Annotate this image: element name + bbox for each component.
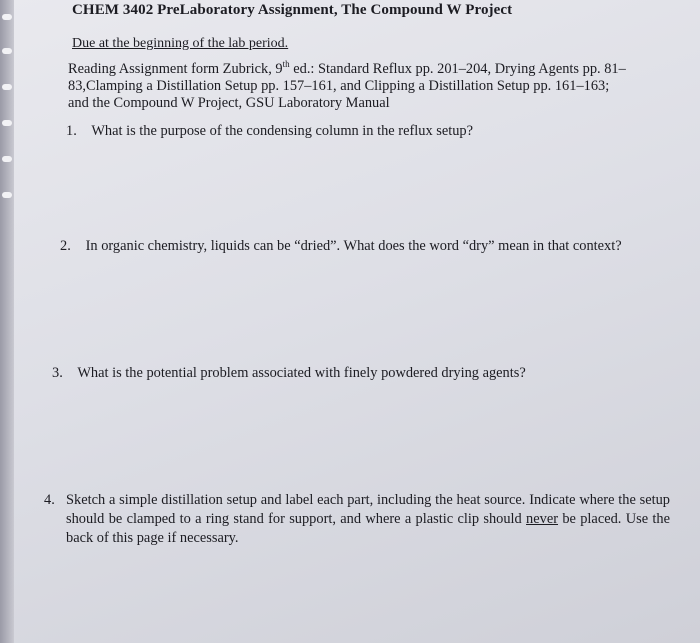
- question-number: 1.: [66, 123, 77, 139]
- reading-line-1: Reading Assignment form Zubrick, 9th ed.: Standard Reflux pp. 201–204, Drying Agents pp. 81–: [68, 59, 626, 77]
- question-text-after: be placed. Use the back of this page if necessary.: [66, 511, 670, 546]
- question-4: [44, 491, 674, 548]
- question-number: 4.: [44, 492, 55, 508]
- question-number: 2.: [60, 238, 71, 254]
- due-note: Due at the beginning of the lab period.: [72, 36, 289, 51]
- question-3: [52, 364, 662, 383]
- question-text: In organic chemistry, liquids can be “dried”. What does the word “dry” mean in that context?: [85, 238, 622, 254]
- reading-line-2: 83,Clamping a Distillation Setup pp. 157–161, and Clipping a Distillation Setup pp. 161–163;: [68, 77, 610, 94]
- question-1: [66, 122, 666, 141]
- question-text: [66, 491, 670, 548]
- question-number: 3.: [52, 365, 63, 381]
- reading-line-3: and the Compound W Project, GSU Laboratory Manual: [68, 94, 390, 111]
- emphasis-never: never: [526, 511, 559, 527]
- reading-assignment: [68, 56, 658, 112]
- question-2: [60, 237, 670, 256]
- spiral-binding-edge: [0, 0, 14, 643]
- question-text-before: Sketch a simple distillation setup and label each part, including the heat source. Indicate where the setup should be clamped to a ring stand for support, and where a plastic clip should: [66, 492, 670, 527]
- question-text: What is the potential problem associated with finely powdered drying agents?: [77, 365, 526, 381]
- page-title: CHEM 3402 PreLaboratory Assignment, The Compound W Project: [72, 2, 513, 18]
- question-text: What is the purpose of the condensing column in the reflux setup?: [91, 123, 473, 139]
